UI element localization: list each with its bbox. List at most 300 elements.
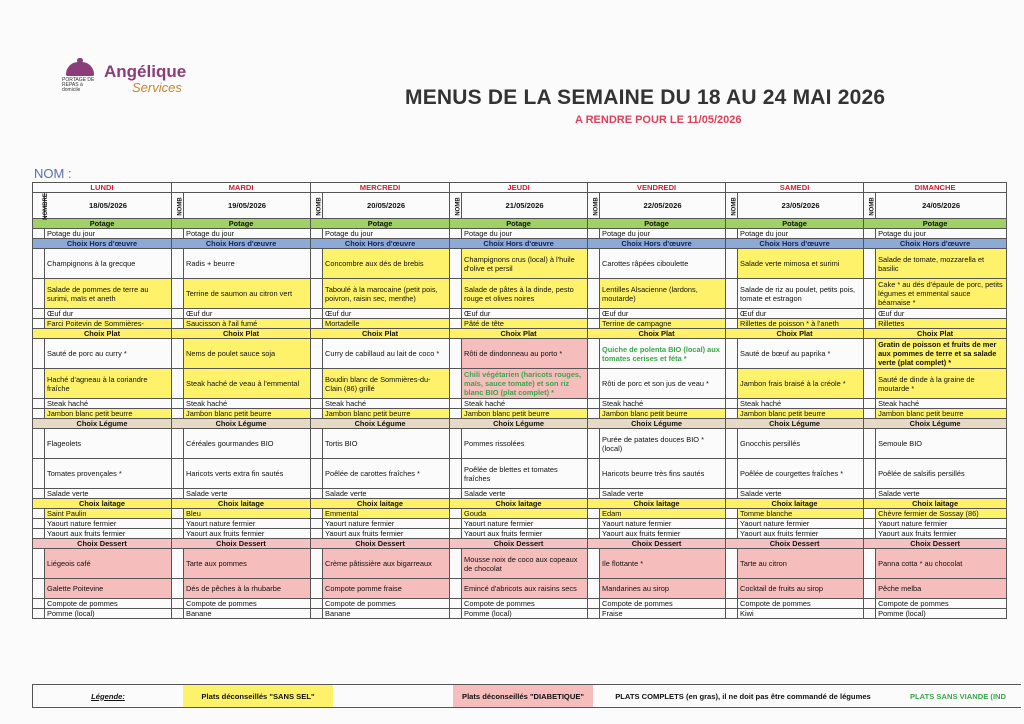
day-name: MERCREDI xyxy=(311,183,450,193)
menu-row xyxy=(33,339,1007,369)
menu-item: Œuf dur xyxy=(600,309,726,319)
quantity-label: NOMB xyxy=(177,197,184,216)
quantity-cell[interactable] xyxy=(311,279,323,309)
menu-row xyxy=(33,459,1007,489)
quantity-cell[interactable] xyxy=(588,229,600,239)
quantity-cell[interactable] xyxy=(172,369,184,399)
quantity-cell[interactable] xyxy=(172,599,184,609)
quantity-cell[interactable] xyxy=(311,579,323,599)
menu-item: Pomme (local) xyxy=(462,609,588,619)
quantity-cell[interactable] xyxy=(588,399,600,409)
quantity-cell[interactable] xyxy=(33,519,45,529)
quantity-cell[interactable] xyxy=(311,319,323,329)
menu-item: Jambon blanc petit beurre xyxy=(45,409,172,419)
menu-item: Salade verte xyxy=(738,489,864,499)
menu-item: Steak haché xyxy=(45,399,172,409)
quantity-cell[interactable] xyxy=(588,409,600,419)
legend-diabetic: Plats déconseillés "DIABETIQUE" xyxy=(453,685,593,707)
menu-item: Haché d'agneau à la coriandre fraîche xyxy=(45,369,172,399)
quantity-cell[interactable] xyxy=(450,529,462,539)
menu-item: Tarte au citron xyxy=(738,549,864,579)
menu-item: Yaourt nature fermier xyxy=(184,519,311,529)
quantity-cell[interactable] xyxy=(450,399,462,409)
quantity-cell[interactable] xyxy=(311,229,323,239)
quantity-cell[interactable] xyxy=(726,609,738,619)
menu-item: Carottes râpées ciboulette xyxy=(600,249,726,279)
quantity-cell[interactable] xyxy=(311,309,323,319)
quantity-cell[interactable] xyxy=(172,509,184,519)
menu-item: Chili végétarien (haricots rouges, maïs, sauce tomate) et son riz blanc BIO (plat complet) * xyxy=(462,369,588,399)
menu-item: Jambon blanc petit beurre xyxy=(876,409,1007,419)
menu-item: Crème pâtissière aux bigarreaux xyxy=(323,549,450,579)
quantity-cell[interactable] xyxy=(33,489,45,499)
legend-no-salt: Plats déconseillés "SANS SEL" xyxy=(183,685,333,707)
quantity-cell[interactable] xyxy=(172,229,184,239)
quantity-cell[interactable] xyxy=(864,529,876,539)
menu-item: Salade de pâtes à la dinde, pesto rouge et olives noires xyxy=(462,279,588,309)
menu-row xyxy=(33,309,1007,319)
menu-item: Yaourt nature fermier xyxy=(462,519,588,529)
logo-tagline: Services xyxy=(132,80,182,95)
section-label: Choix laitage xyxy=(726,499,864,509)
section-label: Choix Plat xyxy=(311,329,450,339)
menu-row xyxy=(33,599,1007,609)
menu-item: Haricots verts extra fin sautés xyxy=(184,459,311,489)
section-label: Choix Hors d'œuvre xyxy=(450,239,588,249)
quantity-cell[interactable] xyxy=(726,599,738,609)
menu-item: Ile flottante * xyxy=(600,549,726,579)
section-plat-row xyxy=(33,329,1007,339)
menu-item: Rillettes xyxy=(876,319,1007,329)
quantity-cell[interactable] xyxy=(450,409,462,419)
quantity-cell[interactable] xyxy=(172,309,184,319)
day-date: 21/05/2026 xyxy=(462,193,588,219)
menu-item: Emincé d'abricots aux raisins secs xyxy=(462,579,588,599)
section-label: Choix laitage xyxy=(588,499,726,509)
menu-item: Œuf dur xyxy=(323,309,450,319)
quantity-cell[interactable] xyxy=(864,549,876,579)
menu-row xyxy=(33,319,1007,329)
menu-item: Rillettes de poisson * à l'aneth xyxy=(738,319,864,329)
menu-item: Panna cotta * au chocolat xyxy=(876,549,1007,579)
menu-item: Terrine de saumon au citron vert xyxy=(184,279,311,309)
quantity-cell[interactable] xyxy=(172,529,184,539)
quantity-cell[interactable] xyxy=(172,193,184,219)
section-label: Potage xyxy=(726,219,864,229)
quantity-cell[interactable] xyxy=(864,429,876,459)
menu-item: Salade verte xyxy=(462,489,588,499)
quantity-cell[interactable] xyxy=(588,319,600,329)
quantity-cell[interactable] xyxy=(588,249,600,279)
quantity-cell[interactable] xyxy=(311,519,323,529)
section-label: Choix Dessert xyxy=(33,539,172,549)
quantity-cell[interactable] xyxy=(33,249,45,279)
quantity-cell[interactable] xyxy=(726,249,738,279)
quantity-cell[interactable] xyxy=(588,339,600,369)
menu-item: Farci Poitevin de Sommières- xyxy=(45,319,172,329)
menu-item: Salade verte xyxy=(876,489,1007,499)
quantity-cell[interactable] xyxy=(33,193,49,220)
quantity-cell[interactable] xyxy=(864,279,876,309)
quantity-cell[interactable] xyxy=(450,193,462,219)
quantity-cell[interactable] xyxy=(311,459,323,489)
quantity-cell[interactable] xyxy=(33,599,45,609)
quantity-cell[interactable] xyxy=(588,509,600,519)
quantity-cell[interactable] xyxy=(33,549,45,579)
quantity-cell[interactable] xyxy=(864,249,876,279)
menu-item: Steak haché xyxy=(738,399,864,409)
quantity-cell[interactable] xyxy=(450,429,462,459)
legend-bar xyxy=(32,684,1021,708)
quantity-label: NOMB xyxy=(593,197,600,216)
quantity-cell[interactable] xyxy=(33,319,45,329)
quantity-cell[interactable] xyxy=(311,609,323,619)
menu-item: Jambon blanc petit beurre xyxy=(738,409,864,419)
quantity-cell[interactable] xyxy=(172,409,184,419)
quantity-cell[interactable] xyxy=(33,409,45,419)
menu-item: Jambon frais braisé à la créole * xyxy=(738,369,864,399)
menu-item: Jambon blanc petit beurre xyxy=(462,409,588,419)
menu-item: Compote de pommes xyxy=(738,599,864,609)
quantity-cell[interactable] xyxy=(172,519,184,529)
quantity-cell[interactable] xyxy=(864,609,876,619)
quantity-cell[interactable] xyxy=(864,509,876,519)
section-label: Choix laitage xyxy=(450,499,588,509)
section-label: Choix Plat xyxy=(864,329,1007,339)
legend-no-meat: PLATS SANS VIANDE (IND xyxy=(909,691,1007,701)
quantity-cell[interactable] xyxy=(588,599,600,609)
menu-row xyxy=(33,249,1007,279)
quantity-cell[interactable] xyxy=(588,369,600,399)
quantity-cell[interactable] xyxy=(864,579,876,599)
quantity-cell[interactable] xyxy=(726,489,738,499)
quantity-cell[interactable] xyxy=(864,599,876,609)
menu-item: Pomme (local) xyxy=(876,609,1007,619)
quantity-cell[interactable] xyxy=(450,489,462,499)
quantity-cell[interactable] xyxy=(726,529,738,539)
quantity-cell[interactable] xyxy=(311,369,323,399)
menu-item: Mandarines au sirop xyxy=(600,579,726,599)
menu-item: Céréales gourmandes BIO xyxy=(184,429,311,459)
quantity-cell[interactable] xyxy=(864,459,876,489)
quantity-cell[interactable] xyxy=(864,369,876,399)
section-label: Choix Plat xyxy=(588,329,726,339)
quantity-cell[interactable] xyxy=(588,549,600,579)
quantity-cell[interactable] xyxy=(311,599,323,609)
quantity-cell[interactable] xyxy=(33,279,45,309)
section-label: Choix laitage xyxy=(33,499,172,509)
section-label: Choix Plat xyxy=(33,329,172,339)
quantity-cell[interactable] xyxy=(450,509,462,519)
section-label: Choix Dessert xyxy=(172,539,311,549)
section-label: Choix laitage xyxy=(311,499,450,509)
section-label: Choix Dessert xyxy=(311,539,450,549)
menu-item: Yaourt aux fruits fermier xyxy=(323,529,450,539)
quantity-cell[interactable] xyxy=(450,579,462,599)
quantity-cell[interactable] xyxy=(172,399,184,409)
quantity-cell[interactable] xyxy=(726,229,738,239)
section-label: Choix Hors d'œuvre xyxy=(172,239,311,249)
quantity-cell[interactable] xyxy=(311,529,323,539)
quantity-cell[interactable] xyxy=(172,319,184,329)
quantity-cell[interactable] xyxy=(588,429,600,459)
menu-item: Banane xyxy=(323,609,450,619)
menu-item: Steak haché xyxy=(876,399,1007,409)
quantity-cell[interactable] xyxy=(33,229,45,239)
section-label: Potage xyxy=(33,219,172,229)
quantity-cell[interactable] xyxy=(726,279,738,309)
menu-item: Haricots beurre très fins sautés xyxy=(600,459,726,489)
menu-item: Gratin de poisson et fruits de mer aux pommes de terre et sa salade verte (plat complet) * xyxy=(876,339,1007,369)
menu-item: Galette Poitevine xyxy=(45,579,172,599)
quantity-cell[interactable] xyxy=(726,309,738,319)
menu-item: Yaourt nature fermier xyxy=(600,519,726,529)
day-date: 23/05/2026 xyxy=(738,193,864,219)
menu-item: Potage du jour xyxy=(600,229,726,239)
section-legume-row xyxy=(33,419,1007,429)
quantity-cell[interactable] xyxy=(450,249,462,279)
menu-row xyxy=(33,519,1007,529)
quantity-cell[interactable] xyxy=(311,193,323,219)
menu-item: Gnocchis persillés xyxy=(738,429,864,459)
quantity-cell[interactable] xyxy=(588,193,600,219)
quantity-cell[interactable] xyxy=(450,229,462,239)
menu-item: Yaourt nature fermier xyxy=(876,519,1007,529)
menu-item: Rôti de porc et son jus de veau * xyxy=(600,369,726,399)
quantity-cell[interactable] xyxy=(726,369,738,399)
quantity-cell[interactable] xyxy=(172,549,184,579)
menu-item: Cake * au dés d'épaule de porc, petits légumes et emmental sauce béarnaise * xyxy=(876,279,1007,309)
menu-item: Potage du jour xyxy=(876,229,1007,239)
quantity-cell[interactable] xyxy=(726,193,738,219)
quantity-cell[interactable] xyxy=(726,519,738,529)
quantity-cell[interactable] xyxy=(172,279,184,309)
menu-item: Potage du jour xyxy=(323,229,450,239)
section-label: Choix Hors d'œuvre xyxy=(588,239,726,249)
section-label: Choix Dessert xyxy=(450,539,588,549)
quantity-cell[interactable] xyxy=(726,579,738,599)
quantity-cell[interactable] xyxy=(864,519,876,529)
quantity-cell[interactable] xyxy=(450,459,462,489)
section-label: Choix Dessert xyxy=(588,539,726,549)
quantity-cell[interactable] xyxy=(726,339,738,369)
quantity-cell[interactable] xyxy=(588,579,600,599)
menu-item: Salade verte mimosa et surimi xyxy=(738,249,864,279)
quantity-cell[interactable] xyxy=(172,429,184,459)
section-label: Choix Légume xyxy=(588,419,726,429)
quantity-cell[interactable] xyxy=(726,429,738,459)
day-name: VENDREDI xyxy=(588,183,726,193)
menu-item: Emmental xyxy=(323,509,450,519)
quantity-label: NOMB xyxy=(455,197,462,216)
quantity-cell[interactable] xyxy=(588,519,600,529)
day-name: SAMEDI xyxy=(726,183,864,193)
menu-item: Liégeois café xyxy=(45,549,172,579)
date-row xyxy=(33,193,1007,219)
quantity-cell[interactable] xyxy=(864,339,876,369)
section-label: Choix Légume xyxy=(311,419,450,429)
section-dessert-row xyxy=(33,539,1007,549)
quantity-cell[interactable] xyxy=(33,339,45,369)
menu-item: Tomme blanche xyxy=(738,509,864,519)
quantity-cell[interactable] xyxy=(33,509,45,519)
quantity-cell[interactable] xyxy=(172,489,184,499)
quantity-cell[interactable] xyxy=(33,429,45,459)
menu-item: Tomates provençales * xyxy=(45,459,172,489)
section-label: Potage xyxy=(450,219,588,229)
menu-item: Pomme (local) xyxy=(45,609,172,619)
menu-item: Radis + beurre xyxy=(184,249,311,279)
quantity-cell[interactable] xyxy=(864,193,876,219)
menu-item: Purée de patates douces BIO * (local) xyxy=(600,429,726,459)
quantity-cell[interactable] xyxy=(726,399,738,409)
section-label: Choix Légume xyxy=(33,419,172,429)
section-label: Potage xyxy=(864,219,1007,229)
menu-item: Semoule BIO xyxy=(876,429,1007,459)
menu-item: Mousse noix de coco aux copeaux de chocolat xyxy=(462,549,588,579)
menu-item: Lentilles Alsacienne (lardons, moutarde) xyxy=(600,279,726,309)
quantity-cell[interactable] xyxy=(726,319,738,329)
quantity-cell[interactable] xyxy=(33,579,45,599)
quantity-cell[interactable] xyxy=(450,369,462,399)
quantity-cell[interactable] xyxy=(450,339,462,369)
quantity-cell[interactable] xyxy=(311,249,323,279)
quantity-cell[interactable] xyxy=(311,399,323,409)
menu-item: Sauté de dinde à la graine de moutarde * xyxy=(876,369,1007,399)
quantity-cell[interactable] xyxy=(864,319,876,329)
menu-item: Nems de poulet sauce soja xyxy=(184,339,311,369)
menu-item: Steak haché xyxy=(184,399,311,409)
quantity-label: NOMBRE xyxy=(42,193,49,220)
menu-item: Flageolets xyxy=(45,429,172,459)
section-label: Choix Dessert xyxy=(864,539,1007,549)
quantity-cell[interactable] xyxy=(450,609,462,619)
menu-item: Concombre aux dés de brebis xyxy=(323,249,450,279)
menu-item: Bleu xyxy=(184,509,311,519)
quantity-cell[interactable] xyxy=(450,279,462,309)
section-label: Choix Hors d'œuvre xyxy=(864,239,1007,249)
quantity-cell[interactable] xyxy=(588,529,600,539)
day-date: 24/05/2026 xyxy=(876,193,1007,219)
quantity-cell[interactable] xyxy=(588,609,600,619)
menu-item: Tarte aux pommes xyxy=(184,549,311,579)
quantity-cell[interactable] xyxy=(864,309,876,319)
quantity-cell[interactable] xyxy=(864,229,876,239)
quantity-cell[interactable] xyxy=(172,609,184,619)
menu-item: Pâté de tête xyxy=(462,319,588,329)
quantity-cell[interactable] xyxy=(172,579,184,599)
quantity-cell[interactable] xyxy=(311,429,323,459)
cloche-icon xyxy=(60,58,98,102)
menu-item: Yaourt aux fruits fermier xyxy=(45,529,172,539)
quantity-cell[interactable] xyxy=(588,309,600,319)
quantity-cell[interactable] xyxy=(864,409,876,419)
section-label: Potage xyxy=(311,219,450,229)
quantity-label: NOMB xyxy=(731,197,738,216)
quantity-cell[interactable] xyxy=(33,459,45,489)
section-label: Choix Hors d'œuvre xyxy=(726,239,864,249)
quantity-cell[interactable] xyxy=(311,489,323,499)
menu-item: Steak haché xyxy=(323,399,450,409)
menu-item: Jambon blanc petit beurre xyxy=(323,409,450,419)
menu-item: Compote de pommes xyxy=(600,599,726,609)
menu-item: Yaourt aux fruits fermier xyxy=(738,529,864,539)
quantity-cell[interactable] xyxy=(33,309,45,319)
menu-item: Potage du jour xyxy=(462,229,588,239)
menu-item: Champignons crus (local) à l'huile d'olive et persil xyxy=(462,249,588,279)
day-header-row xyxy=(33,183,1007,193)
menu-item: Œuf dur xyxy=(462,309,588,319)
menu-item: Steak haché de veau à l'emmental xyxy=(184,369,311,399)
menu-item: Pommes rissolées xyxy=(462,429,588,459)
quantity-cell[interactable] xyxy=(311,409,323,419)
quantity-cell[interactable] xyxy=(33,609,45,619)
quantity-cell[interactable] xyxy=(450,599,462,609)
section-label: Choix Légume xyxy=(172,419,311,429)
quantity-cell[interactable] xyxy=(864,489,876,499)
menu-item: Sauté de porc au curry * xyxy=(45,339,172,369)
logo-subtitle: PORTAGE DE REPAS à domicile xyxy=(62,77,95,93)
deadline-text: A RENDRE POUR LE 11/05/2026 xyxy=(575,114,742,126)
quantity-cell[interactable] xyxy=(33,399,45,409)
name-label: NOM : xyxy=(34,166,72,181)
quantity-cell[interactable] xyxy=(311,509,323,519)
section-label: Potage xyxy=(588,219,726,229)
quantity-cell[interactable] xyxy=(172,249,184,279)
menu-row xyxy=(33,489,1007,499)
quantity-cell[interactable] xyxy=(311,339,323,369)
quantity-cell[interactable] xyxy=(172,339,184,369)
section-potage-row xyxy=(33,219,1007,229)
quantity-cell[interactable] xyxy=(450,549,462,579)
section-label: Choix Plat xyxy=(172,329,311,339)
day-date: 22/05/2026 xyxy=(600,193,726,219)
quantity-cell[interactable] xyxy=(588,489,600,499)
menu-row xyxy=(33,609,1007,619)
quantity-cell[interactable] xyxy=(33,529,45,539)
quantity-cell[interactable] xyxy=(450,309,462,319)
quantity-cell[interactable] xyxy=(588,279,600,309)
quantity-cell[interactable] xyxy=(726,509,738,519)
menu-item: Salade verte xyxy=(323,489,450,499)
menu-row xyxy=(33,509,1007,519)
section-label: Choix laitage xyxy=(864,499,1007,509)
day-name: DIMANCHE xyxy=(864,183,1007,193)
quantity-cell[interactable] xyxy=(450,519,462,529)
menu-item: Yaourt nature fermier xyxy=(323,519,450,529)
menu-item: Steak haché xyxy=(600,399,726,409)
quantity-cell[interactable] xyxy=(726,459,738,489)
quantity-cell[interactable] xyxy=(33,369,45,399)
quantity-cell[interactable] xyxy=(726,409,738,419)
menu-item: Jambon blanc petit beurre xyxy=(184,409,311,419)
menu-row xyxy=(33,549,1007,579)
menu-row xyxy=(33,279,1007,309)
quantity-cell[interactable] xyxy=(864,399,876,409)
quantity-cell[interactable] xyxy=(726,549,738,579)
menu-item: Rôti de dindonneau au porto * xyxy=(462,339,588,369)
quantity-cell[interactable] xyxy=(311,549,323,579)
menu-item: Salade de riz au poulet, petits pois, tomate et estragon xyxy=(738,279,864,309)
quantity-cell[interactable] xyxy=(588,459,600,489)
quantity-cell[interactable] xyxy=(450,319,462,329)
menu-item: Œuf dur xyxy=(45,309,172,319)
menu-item: Poêlée de courgettes fraîches * xyxy=(738,459,864,489)
menu-row xyxy=(33,409,1007,419)
day-date: 19/05/2026 xyxy=(184,193,311,219)
quantity-cell[interactable] xyxy=(172,459,184,489)
menu-item: Œuf dur xyxy=(738,309,864,319)
